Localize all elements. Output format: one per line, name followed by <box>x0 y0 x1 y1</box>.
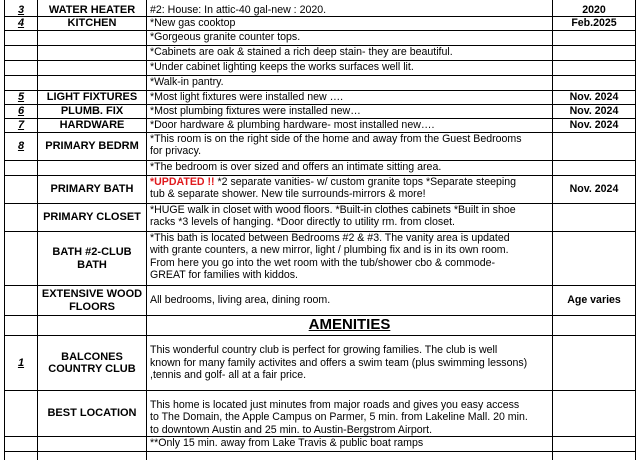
description-line: racks *3 levels of hanging. *Door directly to utility rm. from closet. <box>150 216 455 229</box>
description-line: GREAT for families with kiddos. <box>150 269 298 282</box>
description-cell <box>147 232 553 286</box>
description-text: *2 separate vanities- w/ custom granite tops *Separate steeping <box>217 176 517 188</box>
table-row <box>5 61 636 76</box>
table-row <box>5 316 636 336</box>
description-cell <box>147 133 553 161</box>
row-number: 6 <box>5 105 38 119</box>
table-row <box>5 133 636 161</box>
table-row <box>5 91 636 105</box>
table-row <box>5 204 636 232</box>
description-line: *This room is on the right side of the home and away from the Guest Bedrooms <box>150 133 522 145</box>
date-cell: 2020 <box>553 0 636 17</box>
description-line <box>150 176 549 188</box>
category-cell: KITCHEN <box>38 17 147 31</box>
category-cell: WATER HEATER <box>38 0 147 17</box>
category-cell: LIGHT FIXTURES <box>38 91 147 105</box>
description-cell: **Only 15 min. away from Lake Travis & public boat ramps <box>147 437 553 452</box>
table-row <box>5 232 636 286</box>
category-cell: BALCONES COUNTRY CLUB <box>38 336 147 391</box>
table-row <box>5 437 636 452</box>
row-number: 1 <box>5 336 38 391</box>
category-cell: PRIMARY BEDRM <box>38 133 147 161</box>
row-number: 5 <box>5 91 38 105</box>
description-line: known for many family activites and offers a swim team (plus swimming lessons) <box>150 356 528 369</box>
features-table <box>4 0 636 460</box>
description-cell: *Door hardware & plumbing hardware- most installed new…. <box>147 119 553 133</box>
description-cell: *Most light fixtures were installed new …. <box>147 91 553 105</box>
date-cell: Feb.2025 <box>553 17 636 31</box>
table-row <box>5 286 636 316</box>
description-cell <box>147 204 553 232</box>
category-cell: PRIMARY CLOSET <box>38 204 147 232</box>
date-cell: Nov. 2024 <box>553 119 636 133</box>
description-line: *This bath is located between Bedrooms #2 & #3. The vanity area is updated <box>150 232 510 244</box>
table-row <box>5 452 636 460</box>
category-cell: EXTENSIVE WOOD FLOORS <box>38 286 147 316</box>
description-line: tub & separate shower. New tile surrounds-mirrors & more! <box>150 188 426 201</box>
category-cell: BEST LOCATION <box>38 391 147 437</box>
table-row <box>5 161 636 176</box>
date-cell: Nov. 2024 <box>553 91 636 105</box>
description-line: for privacy. <box>150 145 202 158</box>
date-cell: Nov. 2024 <box>553 176 636 204</box>
description-cell: All bedrooms, living area, dining room. <box>147 286 553 316</box>
table-row <box>5 46 636 61</box>
description-line: This wonderful country club is perfect for growing families. The club is well <box>150 344 498 357</box>
table-row <box>5 119 636 133</box>
table-row <box>5 17 636 31</box>
description-line: From here you go into the wet room with the tub/shower cbo & commode- <box>150 256 496 269</box>
description-line: to downtown Austin and 25 min. to Austin-Bergstrom Airport. <box>150 423 433 436</box>
description-line: #2: House: In attic-40 gal-new : 2020. <box>150 3 327 16</box>
description-cell: *Gorgeous granite counter tops. <box>147 31 553 46</box>
row-number: 3 <box>5 0 38 17</box>
description-line: with grante counters, a new mirror, light / plumbing fix and is in its own room. <box>150 244 509 257</box>
description-cell <box>147 391 553 437</box>
description-cell: *Walk-in pantry. <box>147 76 553 91</box>
description-cell: *Cabinets are oak & stained a rich deep stain- they are beautiful. <box>147 46 553 61</box>
row-number: 8 <box>5 133 38 161</box>
table-row <box>5 336 636 391</box>
description-cell <box>147 0 553 17</box>
table-row <box>5 0 636 17</box>
category-cell: BATH #2-CLUB BATH <box>38 232 147 286</box>
description-line: to The Domain, the Apple Campus on Parmer, 5 min. from Lakeline Mall. 20 min. <box>150 411 528 424</box>
updated-badge: *UPDATED !! <box>150 176 215 188</box>
description-line: ,tennis and golf- all at a fair price. <box>150 369 307 382</box>
row-number: 4 <box>5 17 38 31</box>
table-row <box>5 105 636 119</box>
description-cell: *The bedroom is over sized and offers an intimate sitting area. <box>147 161 553 176</box>
description-line: *HUGE walk in closet with wood floors. *Built-in clothes cabinets *Built in shoe <box>150 204 516 216</box>
row-number: 7 <box>5 119 38 133</box>
description-cell <box>147 176 553 204</box>
amenities-heading: AMENITIES <box>147 316 553 336</box>
description-line: This home is located just minutes from major roads and gives you easy access <box>150 398 520 411</box>
table-row <box>5 31 636 46</box>
table-row <box>5 176 636 204</box>
description-cell: *New gas cooktop <box>147 17 553 31</box>
category-cell: PRIMARY BATH <box>38 176 147 204</box>
category-cell: PLUMB. FIX <box>38 105 147 119</box>
date-cell: Age varies <box>553 286 636 316</box>
description-cell: *Most plumbing fixtures were installed new… <box>147 105 553 119</box>
description-cell <box>147 336 553 391</box>
date-cell: Nov. 2024 <box>553 105 636 119</box>
table-row <box>5 391 636 437</box>
description-cell: *Under cabinet lighting keeps the works surfaces well lit. <box>147 61 553 76</box>
category-cell: HARDWARE <box>38 119 147 133</box>
table-row <box>5 76 636 91</box>
